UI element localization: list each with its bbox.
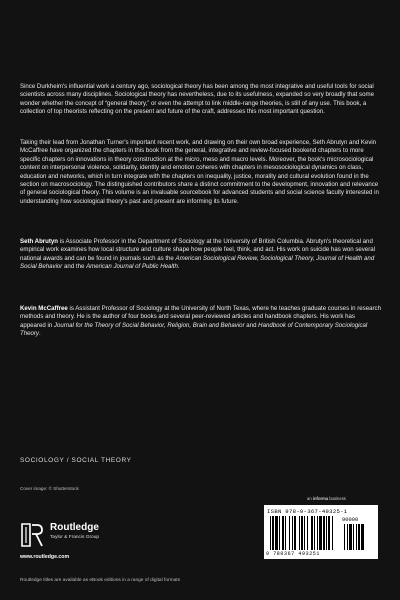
bio-text-mccaffree	[20, 305, 382, 339]
blurb-text-1: Since Durkheim's influential work a century ago, sociological theory has been among the most integrative and useful tools for social scientists across many disciplines. Sociological theory has nevertheless, due to its usefulness, expanded so very broadly that some wonder whether the concept of “general theory,” or even the attempt to link middle-range theories, is still of any use. This book, a collection of top theorists reflecting on the present and future of the craft, addresses this most important question.	[20, 83, 374, 116]
routledge-r-icon	[20, 522, 44, 548]
author-bio-abrutyn	[20, 238, 382, 272]
author-bio-mccaffree	[20, 305, 382, 339]
bio-text-abrutyn	[20, 238, 382, 272]
price-code: 90000	[342, 517, 359, 523]
journal-list: American Journal of Public Health	[86, 263, 178, 271]
ebook-note: Routledge titles are available as eBook editions in a range of digital formats	[20, 578, 180, 583]
barcode-digits: 9 780367 493251	[266, 551, 321, 557]
bio-text: is Assistant Professor of Sociology at the University of North Texas, where he teaches graduate courses in research methods and theory. He is the author of four books and several peer-reviewed articles and handbook chapters. His work has appeared in	[20, 305, 381, 329]
publisher-name: Routledge	[50, 522, 99, 533]
bio-text: and the	[62, 263, 87, 271]
tagline-prefix: an	[307, 496, 313, 501]
journal-list: American Sociological Review, Sociological Theory, Journal of Health and Social Behavior	[20, 254, 375, 271]
author-name: Kevin McCaffree	[20, 305, 68, 312]
publisher-logo	[20, 520, 140, 560]
informa-tagline	[307, 496, 346, 501]
blurb-text-2: Taking their lead from Jonathan Turner's important recent work, and drawing on their own broad experience, Seth Abrutyn and Kevin McCaffree have organized the chapters in this book from the general, integrative and review-focused bookend chapters to more specific chapters on innovations in theory construction at the micro, meso and macro levels. Moreover, the book's microsociological content on interpersonal violence, solidarity, identity and emotion coheres with chapters in mesosociological dynamics on class, education and networks, which in turn integrate with the chapters on inequality, justice, morality and cultural evolution found in the section on macrosociology. The distinguished contributors share a distinct commitment to the development, innovation and relevance of general sociological theory. This volume is an invaluable sourcebook for advanced students and social science faculty interested in understanding how sociological theory's past and present are informing its future.	[20, 139, 379, 205]
barcode-icon	[270, 516, 374, 550]
journal-list: Journal for the Theory of Social Behavior, Religion, Brain and Behavior	[53, 321, 245, 329]
barcode-label	[264, 505, 378, 559]
author-name: Seth Abrutyn	[20, 238, 59, 245]
subject-category: SOCIOLOGY / SOCIAL THEORY	[20, 457, 132, 464]
blurb-paragraph-1	[20, 83, 382, 117]
cover-image-credit: Cover image: © Shutterstock	[20, 486, 79, 491]
journal-list: Handbook of Contemporary Sociological Theory	[20, 321, 368, 338]
bio-text: and	[244, 321, 259, 329]
bio-text: .	[38, 330, 41, 338]
tagline-suffix: business	[328, 496, 346, 501]
publisher-group: Taylor & Francis Group	[50, 535, 100, 540]
bio-text: is Associate Professor in the Department of Sociology at the University of British Columbia. Abrutyn's theoretical and empirical work examines how local structure and culture shape how people feel, think, and act. His work on suicide has won several national awards and can be found in journals such as the	[20, 238, 375, 262]
blurb-paragraph-2	[20, 139, 382, 206]
bio-text: .	[177, 263, 180, 271]
isbn-text: ISBN 978-0-367-49325-1	[267, 508, 348, 515]
publisher-url[interactable]: www.routledge.com	[20, 554, 70, 560]
informa-name: informa	[312, 496, 329, 501]
